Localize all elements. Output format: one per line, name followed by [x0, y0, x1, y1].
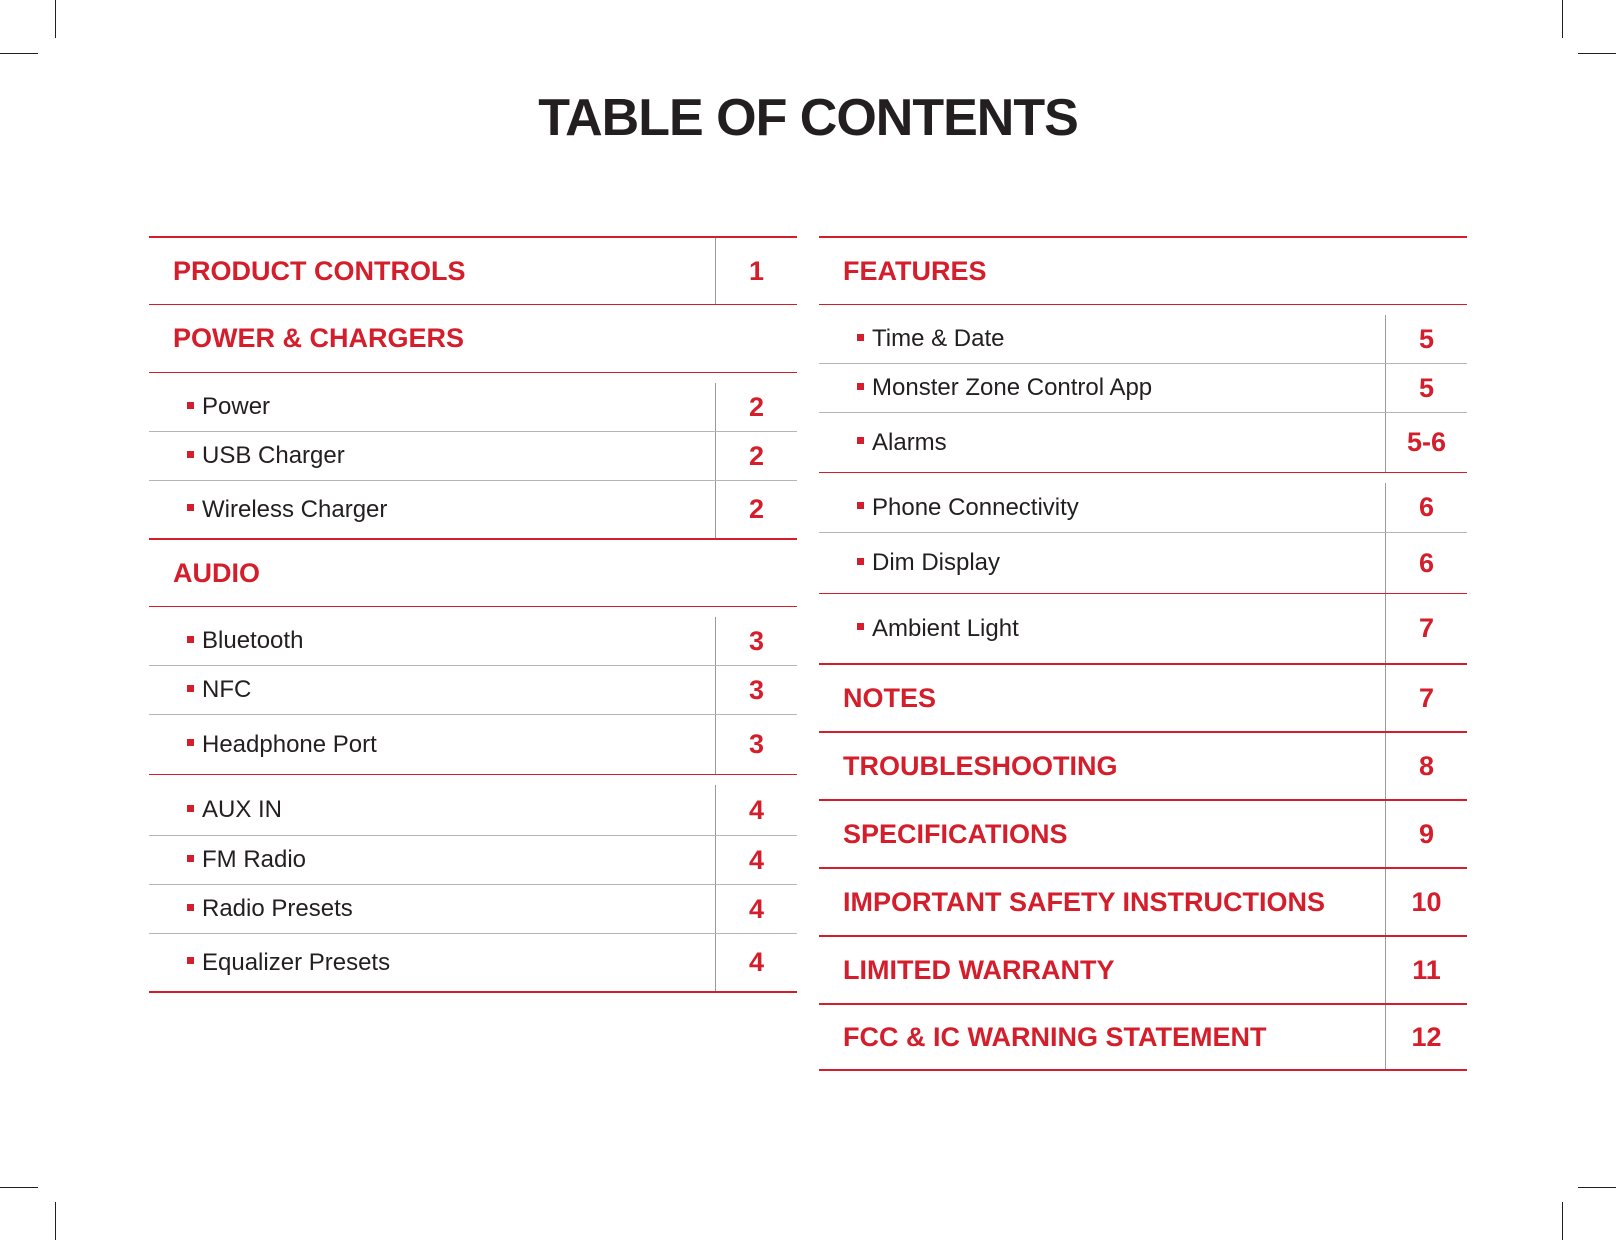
toc-section-important-safety-instructions[interactable]	[819, 867, 1467, 935]
bullet-icon	[187, 402, 194, 409]
crop-mark	[1578, 1187, 1616, 1188]
page-number: 12	[1385, 1005, 1467, 1069]
section-label: SPECIFICATIONS	[843, 818, 1068, 849]
toc-item-radio-presets[interactable]	[149, 884, 797, 933]
section-label: POWER & CHARGERS	[173, 323, 465, 353]
page-number: 4	[715, 885, 797, 933]
bullet-icon	[187, 451, 194, 458]
crop-mark	[1562, 1202, 1563, 1240]
toc-left-column	[149, 236, 797, 993]
page-number: 3	[715, 666, 797, 714]
bullet-icon	[187, 685, 194, 692]
item-label: Power	[202, 393, 271, 420]
toc-item-aux-in[interactable]	[149, 774, 797, 835]
toc-item-bluetooth[interactable]	[149, 606, 797, 665]
page-number: 9	[1385, 801, 1467, 867]
toc-item-dim-display[interactable]	[819, 532, 1467, 593]
page-number: 1	[715, 238, 797, 304]
section-label: PRODUCT CONTROLS	[173, 255, 466, 286]
bullet-icon	[857, 334, 864, 341]
page-number: 4	[715, 934, 797, 991]
item-label: Wireless Charger	[202, 495, 388, 523]
toc-section-fcc-ic-warning-statement[interactable]	[819, 1003, 1467, 1071]
page-number: 6	[1385, 483, 1467, 532]
item-label: Radio Presets	[202, 895, 353, 922]
page-number: 4	[715, 836, 797, 884]
page-number: 5	[1385, 364, 1467, 412]
item-label: Ambient Light	[872, 614, 1019, 642]
page-number: 7	[1385, 594, 1467, 663]
toc-section-notes[interactable]	[819, 663, 1467, 731]
bullet-icon	[187, 805, 194, 812]
bullet-icon	[187, 957, 194, 964]
bullet-icon	[187, 504, 194, 511]
section-label: AUDIO	[173, 557, 260, 588]
crop-mark	[55, 0, 56, 38]
section-label: IMPORTANT SAFETY INSTRUCTIONS	[843, 886, 1326, 917]
item-label: USB Charger	[202, 442, 345, 469]
bullet-icon	[857, 502, 864, 509]
section-label: LIMITED WARRANTY	[843, 954, 1115, 985]
item-label: Equalizer Presets	[202, 948, 391, 976]
crop-mark	[0, 53, 38, 54]
toc-item-equalizer-presets[interactable]	[149, 933, 797, 993]
page-number: 4	[715, 785, 797, 835]
section-label: TROUBLESHOOTING	[843, 750, 1118, 781]
item-label: Bluetooth	[202, 627, 304, 654]
toc-section-troubleshooting[interactable]	[819, 731, 1467, 799]
page-number: 11	[1385, 937, 1467, 1003]
item-label: Monster Zone Control App	[872, 374, 1153, 401]
bullet-icon	[187, 636, 194, 643]
item-label: NFC	[202, 676, 252, 703]
toc-section-product-controls[interactable]	[149, 236, 797, 304]
toc-item-fm-radio[interactable]	[149, 835, 797, 884]
page-number: 2	[715, 432, 797, 480]
bullet-icon	[187, 904, 194, 911]
section-label: FCC & IC WARNING STATEMENT	[843, 1021, 1267, 1052]
toc-item-time-date[interactable]	[819, 304, 1467, 363]
toc-item-alarms[interactable]	[819, 412, 1467, 472]
bullet-icon	[857, 437, 864, 444]
page-number: 6	[1385, 533, 1467, 593]
bullet-icon	[187, 855, 194, 862]
crop-mark	[1578, 53, 1616, 54]
toc-section-limited-warranty[interactable]	[819, 935, 1467, 1003]
toc-item-headphone-port[interactable]	[149, 714, 797, 774]
toc-item-power[interactable]	[149, 372, 797, 431]
item-label: FM Radio	[202, 846, 307, 873]
toc-section-audio[interactable]	[149, 538, 797, 606]
page-number: 3	[715, 715, 797, 774]
page-number: 8	[1385, 733, 1467, 799]
item-label: Headphone Port	[202, 730, 377, 758]
crop-mark	[0, 1187, 38, 1188]
item-label: Time & Date	[872, 325, 1005, 352]
item-label: AUX IN	[202, 796, 283, 823]
bullet-icon	[857, 623, 864, 630]
item-label: Dim Display	[872, 549, 1001, 576]
page-number: 2	[715, 481, 797, 538]
bullet-icon	[187, 739, 194, 746]
item-label: Alarms	[872, 428, 947, 456]
page-title: TABLE OF CONTENTS	[538, 89, 1078, 147]
toc-item-usb-charger[interactable]	[149, 431, 797, 480]
crop-mark	[1562, 0, 1563, 38]
page-number: 2	[715, 383, 797, 431]
page-number: 5-6	[1385, 413, 1467, 472]
item-label: Phone Connectivity	[872, 493, 1079, 521]
toc-section-features[interactable]	[819, 236, 1467, 304]
toc-section-power-chargers[interactable]	[149, 304, 797, 372]
toc-item-monster-zone-control-app[interactable]	[819, 363, 1467, 412]
toc-section-specifications[interactable]	[819, 799, 1467, 867]
crop-mark	[55, 1202, 56, 1240]
toc-right-column	[819, 236, 1467, 1071]
page-number: 10	[1385, 869, 1467, 935]
page-number: 5	[1385, 315, 1467, 363]
section-label: NOTES	[843, 682, 937, 713]
toc-item-nfc[interactable]	[149, 665, 797, 714]
toc-item-wireless-charger[interactable]	[149, 480, 797, 538]
page-number: 3	[715, 617, 797, 665]
toc-item-phone-connectivity[interactable]	[819, 472, 1467, 532]
bullet-icon	[857, 383, 864, 390]
page-number: 7	[1385, 665, 1467, 731]
toc-item-ambient-light[interactable]	[819, 593, 1467, 663]
bullet-icon	[857, 558, 864, 565]
section-label: FEATURES	[843, 255, 987, 286]
